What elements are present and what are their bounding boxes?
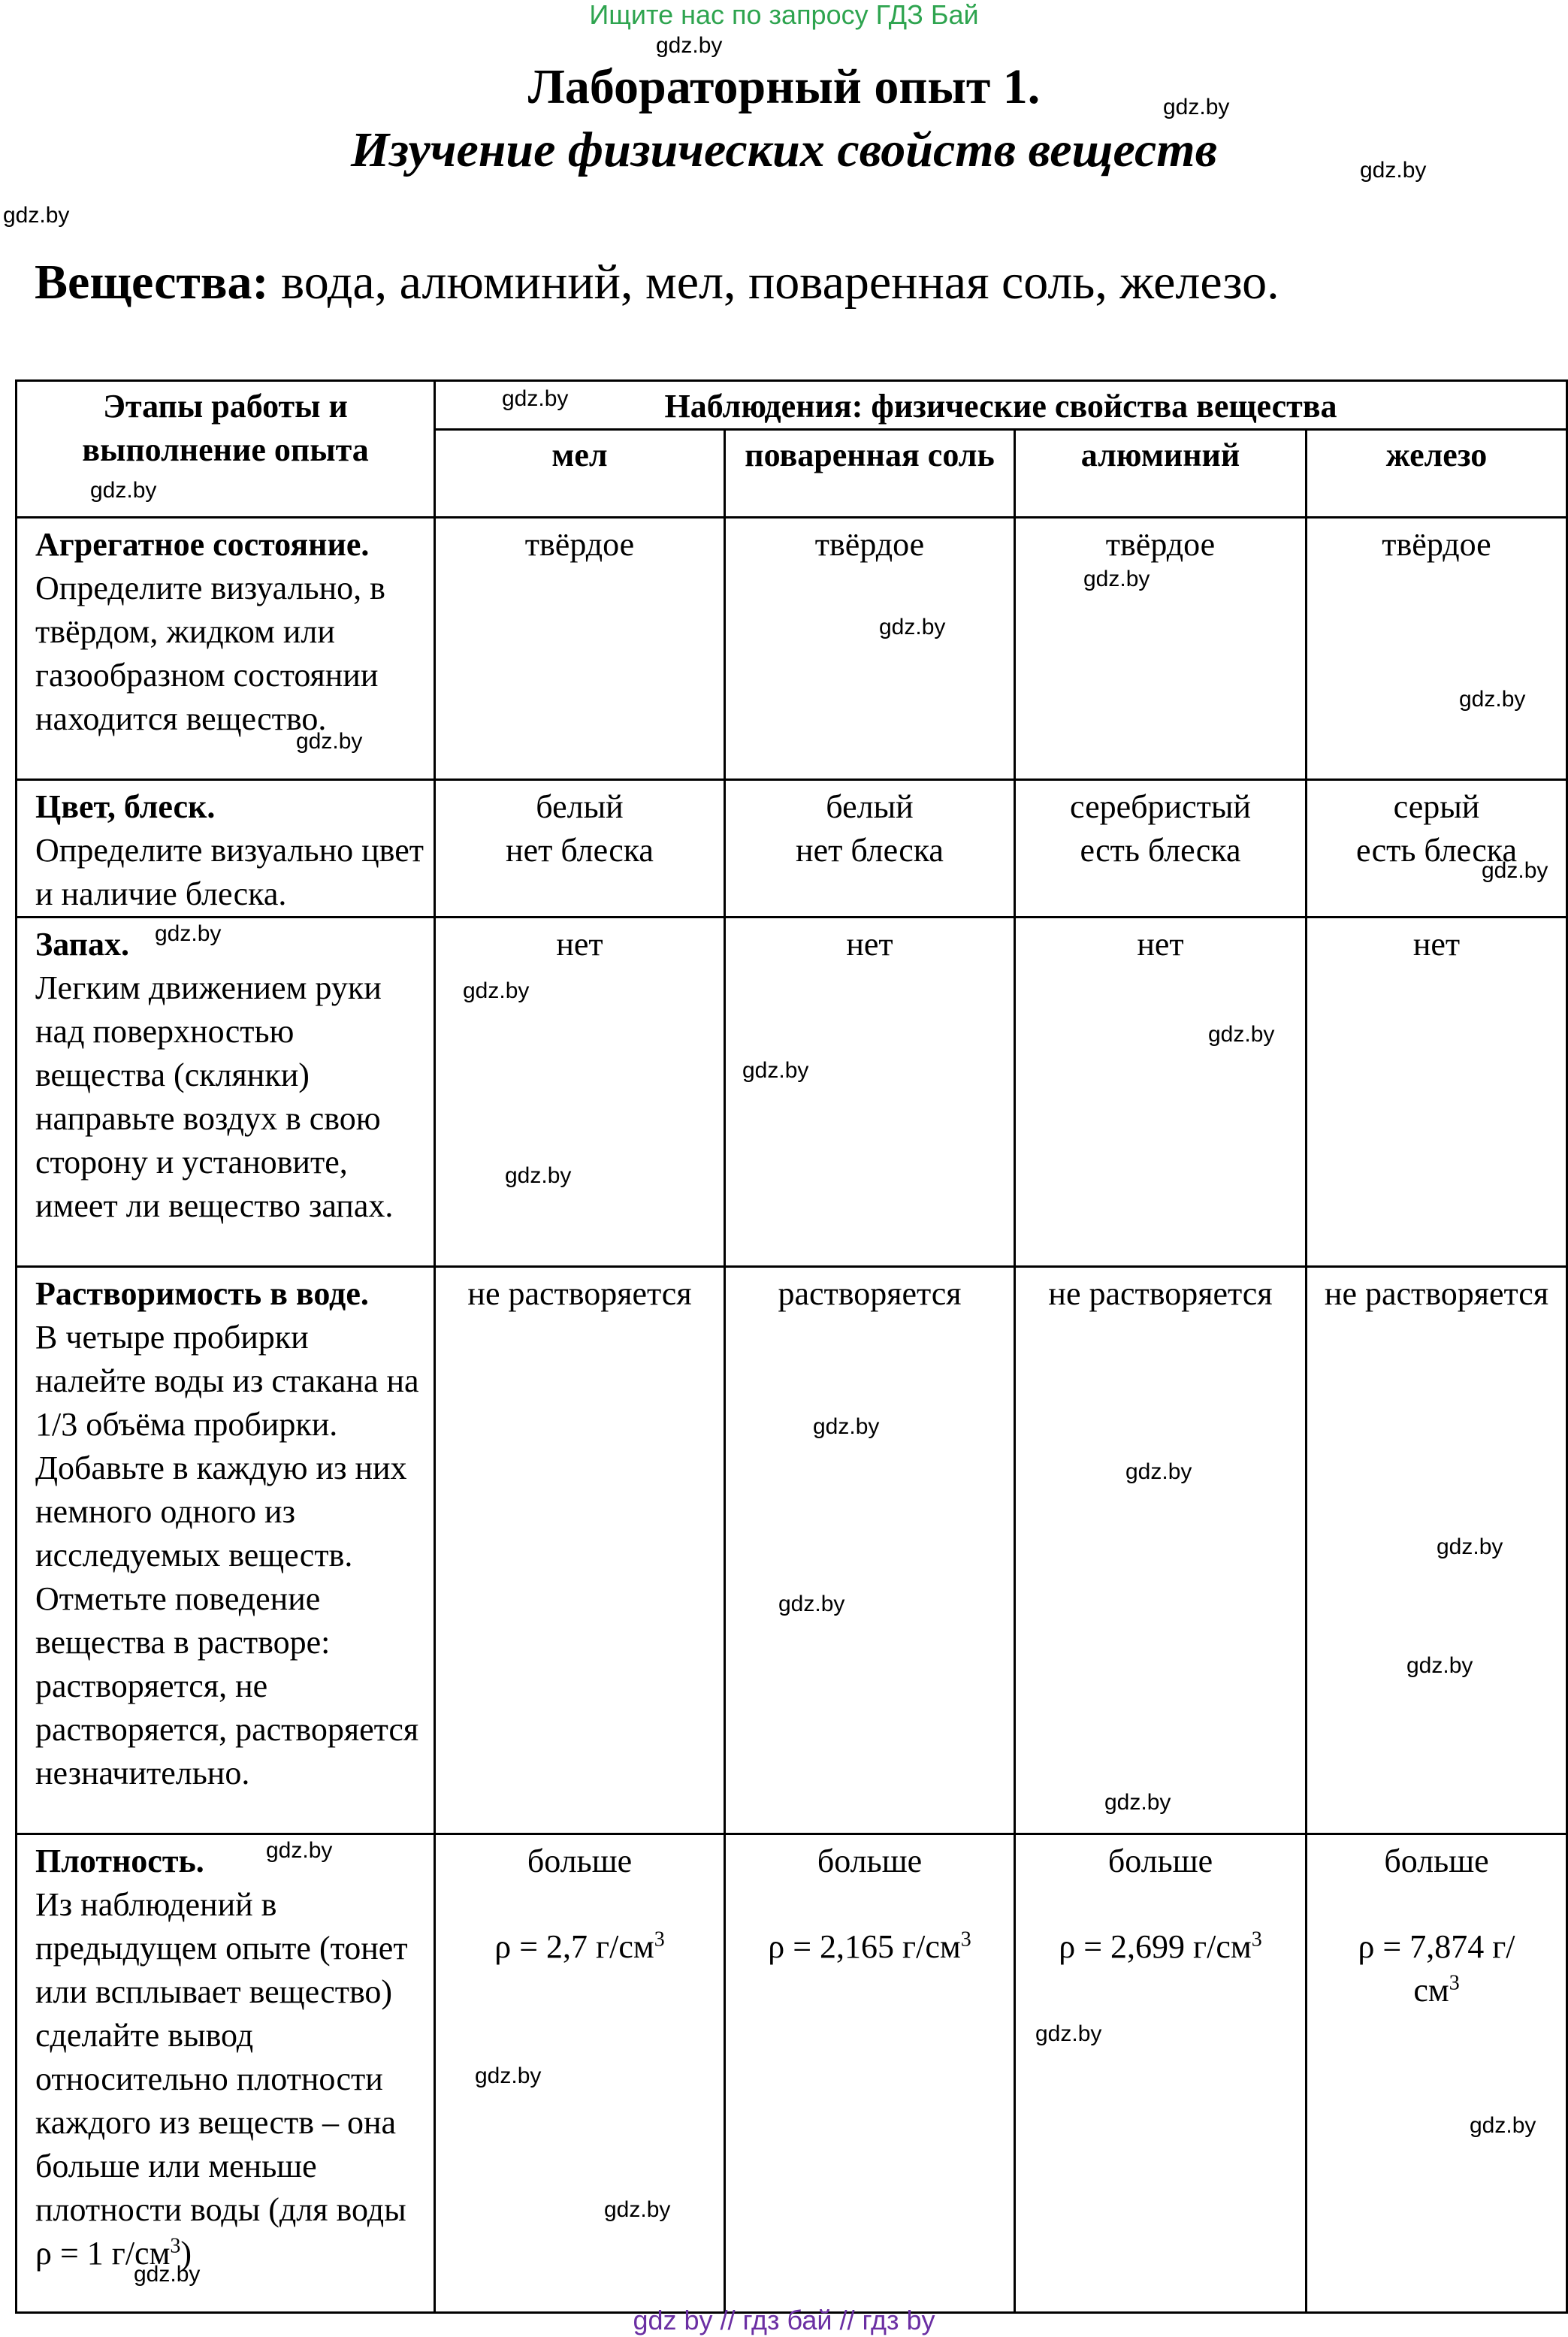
watermark: gdz.by <box>1208 1022 1275 1047</box>
value-line: больше <box>527 1843 633 1879</box>
density-text: ρ = 2,165 г/см <box>768 1928 961 1965</box>
value-cell: растворяется <box>725 1267 1015 1834</box>
column-header-iron: железо <box>1307 430 1567 518</box>
watermark: gdz.by <box>1104 1790 1171 1815</box>
value-line: больше <box>1384 1843 1489 1879</box>
column-header-aluminium: алюминий <box>1015 430 1307 518</box>
superscript: 3 <box>170 2234 181 2258</box>
watermark: gdz.by <box>1035 2021 1102 2046</box>
value-cell <box>725 1834 1015 2313</box>
value-line: серый <box>1393 788 1480 825</box>
stage-description: Определите визуально цвет и наличие блеска. <box>35 832 424 912</box>
watermark: gdz.by <box>155 921 222 946</box>
stage-title: Агрегатное состояние. <box>35 526 370 563</box>
watermark: gdz.by <box>778 1592 845 1616</box>
value-line: серебристый <box>1070 788 1251 825</box>
watermark: gdz.by <box>813 1414 880 1439</box>
value-line: нет блеска <box>506 832 654 869</box>
value-cell: не растворяется <box>435 1267 725 1834</box>
watermark: gdz.by <box>1163 95 1230 119</box>
table-row <box>17 1267 1567 1834</box>
value-cell: нет <box>725 918 1015 1267</box>
observations-header: Наблюдения: физические свойства вещества <box>435 381 1567 430</box>
watermark: gdz.by <box>604 2197 671 2222</box>
value-line: есть блеска <box>1080 832 1241 869</box>
value-cell <box>1307 1834 1567 2313</box>
value-cell <box>725 780 1015 918</box>
watermark: gdz.by <box>1459 687 1526 712</box>
stage-description-text: Из наблюдений в предыдущем опыте (тонет или всплывает вещество) сделайте вывод относительно плотности каждого из веществ – она больше или меньше плотности воды (для воды ρ = 1 г/см <box>35 1886 408 2272</box>
column-header-salt: поваренная соль <box>725 430 1015 518</box>
page-title: Лабораторный опыт 1. <box>527 59 1041 114</box>
stage-cell <box>17 1834 435 2313</box>
stage-description-end: ) <box>180 2235 192 2272</box>
value-cell: не растворяется <box>1307 1267 1567 1834</box>
watermark: gdz.by <box>1406 1653 1473 1678</box>
density-value <box>1337 1925 1536 2012</box>
watermark: gdz.by <box>1470 2113 1536 2138</box>
density-text: ρ = 2,7 г/см <box>494 1928 654 1965</box>
stage-title: Растворимость в воде. <box>35 1275 369 1312</box>
value-cell: твёрдое <box>1015 518 1307 780</box>
value-cell: твёрдое <box>725 518 1015 780</box>
footer-links[interactable]: gdz by // гдз бай // гдз by <box>633 2305 935 2335</box>
stage-cell <box>17 780 435 918</box>
value-cell: нет <box>1307 918 1567 1267</box>
value-cell: нет <box>435 918 725 1267</box>
substances-list: вода, алюминий, мел, поваренная соль, железо. <box>280 255 1279 310</box>
table-row <box>17 780 1567 918</box>
page-subtitle: Изучение физических свойств веществ <box>350 122 1218 177</box>
value-line: есть блеска <box>1355 832 1518 869</box>
table-row <box>17 518 1567 780</box>
value-line: больше <box>817 1843 923 1879</box>
stage-description <box>35 1883 426 2275</box>
value-line: больше <box>1107 1843 1213 1879</box>
header-row <box>17 381 1567 430</box>
watermark: gdz.by <box>266 1838 333 1863</box>
density-text: ρ = 7,874 г/см <box>1358 1928 1515 2009</box>
density-value <box>730 1925 1009 1969</box>
value-line: белый <box>536 788 624 825</box>
stage-header: Этапы работы и выполнение опыта <box>17 381 435 518</box>
observations-table <box>15 379 1568 2314</box>
watermark: gdz.by <box>505 1163 572 1188</box>
watermark: gdz.by <box>1360 158 1427 183</box>
value-cell: нет <box>1015 918 1307 1267</box>
density-value <box>440 1925 719 1969</box>
stage-description: Легким движением руки над поверхностью вещества (склянки) направьте воздух в свою сторону и установите, имеет ли вещество запах. <box>35 969 394 1224</box>
value-cell: твёрдое <box>1307 518 1567 780</box>
watermark: gdz.by <box>656 33 723 58</box>
stage-description: В четыре пробирки налейте воды из стакана на 1/3 объёма пробирки. Добавьте в каждую из них немного одного из исследуемых веществ. Отметьте поведение вещества в растворе: растворяется, не растворяется, растворяется незначительно. <box>35 1319 419 1791</box>
stage-description: Определите визуально, в твёрдом, жидком или газообразном состоянии находится вещество. <box>35 570 385 737</box>
stage-cell <box>17 518 435 780</box>
value-cell: твёрдое <box>435 518 725 780</box>
value-line: нет блеска <box>796 832 944 869</box>
watermark: gdz.by <box>1437 1534 1503 1559</box>
stage-cell <box>17 1267 435 1834</box>
table-row <box>17 918 1567 1267</box>
stage-title: Запах. <box>35 926 129 963</box>
superscript: 3 <box>1449 1971 1460 1995</box>
superscript: 3 <box>960 1927 971 1952</box>
stage-title: Цвет, блеск. <box>35 788 216 825</box>
watermark: gdz.by <box>475 2063 542 2088</box>
watermark: gdz.by <box>1083 567 1150 591</box>
watermark: gdz.by <box>463 978 530 1003</box>
watermark: gdz.by <box>502 386 569 411</box>
stage-title: Плотность. <box>35 1843 204 1879</box>
watermark: gdz.by <box>879 615 946 639</box>
watermark: gdz.by <box>3 203 70 228</box>
watermark: gdz.by <box>1482 858 1548 883</box>
substances-label: Вещества: <box>35 255 269 310</box>
density-value <box>1020 1925 1301 1969</box>
superscript: 3 <box>654 1927 665 1952</box>
watermark: gdz.by <box>296 729 363 754</box>
watermark: gdz.by <box>742 1058 809 1083</box>
value-cell <box>1015 780 1307 918</box>
stage-cell <box>17 918 435 1267</box>
value-cell <box>1307 780 1567 918</box>
superscript: 3 <box>1251 1927 1262 1952</box>
watermark: gdz.by <box>134 2262 201 2287</box>
value-line: белый <box>826 788 914 825</box>
table-row <box>17 1834 1567 2313</box>
top-banner[interactable]: Ищите нас по запросу ГДЗ Бай <box>589 0 979 30</box>
value-cell <box>1015 1834 1307 2313</box>
watermark: gdz.by <box>90 478 157 503</box>
substances-line <box>35 252 1279 313</box>
density-text: ρ = 2,699 г/см <box>1059 1928 1252 1965</box>
value-cell: не растворяется <box>1015 1267 1307 1834</box>
column-header-chalk: мел <box>435 430 725 518</box>
value-cell <box>435 780 725 918</box>
watermark: gdz.by <box>1125 1459 1192 1484</box>
